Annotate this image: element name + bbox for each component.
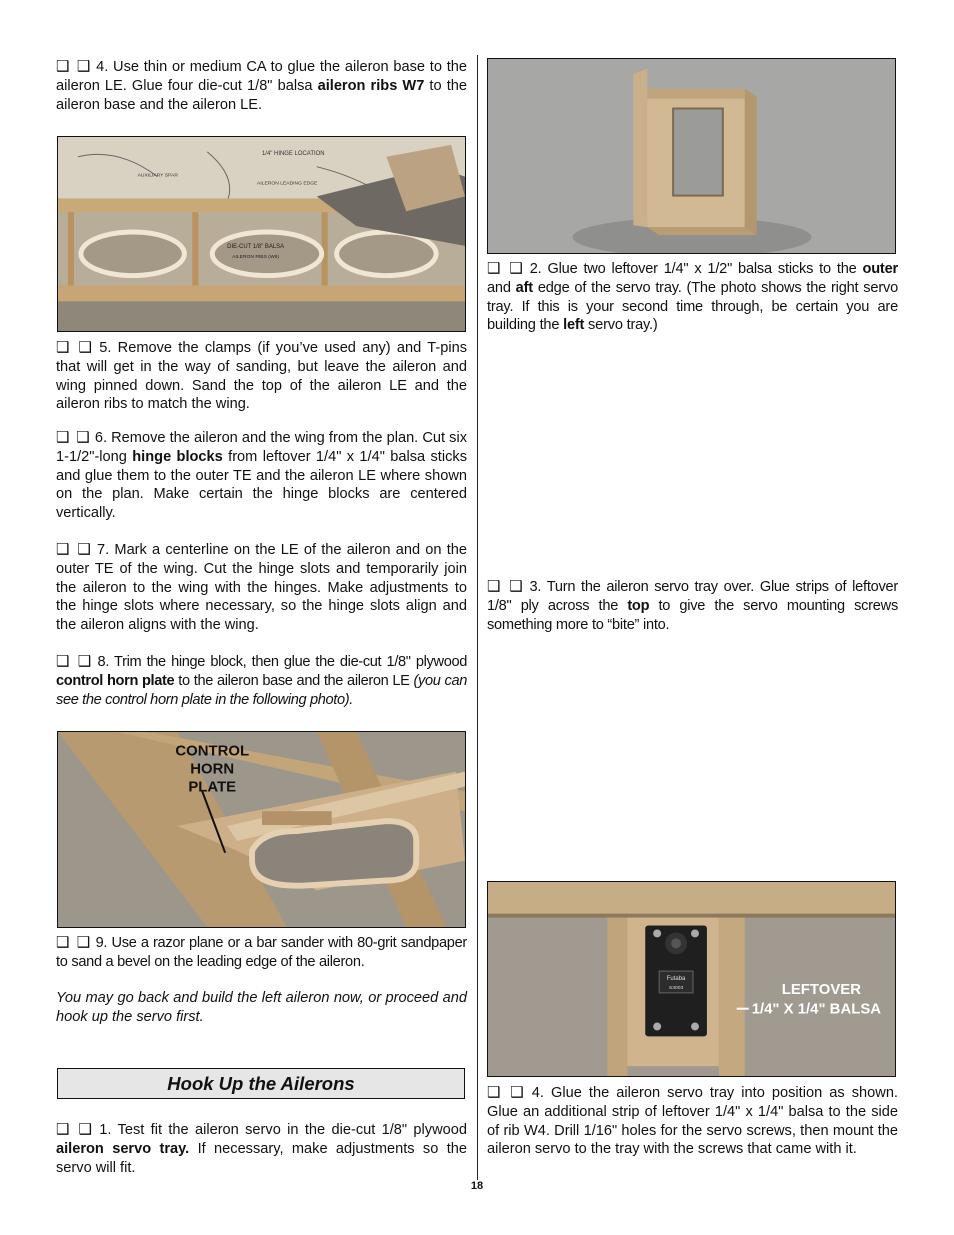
checkbox-icon[interactable]: ❑ ❑ <box>56 540 92 558</box>
step-8-paragraph: ❑ ❑ 8. Trim the hinge block, then glue the die-cut 1/8" plywood control horn plate to the aileron base and the aileron LE (you can see the control horn plate in the following photo). <box>56 652 468 708</box>
checkbox-icon[interactable]: ❑ ❑ <box>56 1120 93 1138</box>
checkbox-icon[interactable]: ❑ ❑ <box>487 259 524 277</box>
checkbox-icon[interactable]: ❑ ❑ <box>56 933 92 951</box>
section-heading: Hook Up the Ailerons <box>57 1068 465 1099</box>
step-9-paragraph: ❑ ❑ 9. Use a razor plane or a bar sander with 80-grit sandpaper to sand a bevel on the leading edge of the aileron. <box>56 933 467 970</box>
column-divider <box>477 55 478 1180</box>
photo-label: HORN <box>190 761 235 778</box>
photo-label: AILERON RIBS (W6) <box>232 254 280 260</box>
photo-label: AILERON LEADING EDGE <box>257 181 318 187</box>
control-horn-plate-photo <box>57 731 466 928</box>
servo-installed-photo <box>487 881 896 1077</box>
step-5-paragraph: ❑ ❑ 5. Remove the clamps (if you’ve used any) and T-pins that will get in the way of sanding, but leave the aileron and wing pinned down. Sand the top of the aileron LE and the aileron ribs to match the wing. <box>56 338 467 413</box>
checkbox-icon[interactable]: ❑ ❑ <box>56 428 91 446</box>
step-7-paragraph: ❑ ❑ 7. Mark a centerline on the LE of the aileron and on the outer TE of the wing. Cut the hinge slots and temporarily join the aileron to the wing with the hinges. Make adjustments to the hinge slots where necessary, so the hinge slots align and the aileron aligns with the wing. <box>56 540 467 634</box>
aileron-ribs-photo <box>57 136 466 332</box>
hookup-step-2-paragraph: ❑ ❑ 2. Glue two leftover 1/4" x 1/2" balsa sticks to the outer and aft edge of the servo tray. (The photo shows the right servo tray. If this is your second time through, be certain you are building the left servo tray.) <box>487 259 898 334</box>
checkbox-icon[interactable]: ❑ ❑ <box>56 652 93 670</box>
photo-label: AUXILIARY SPAR <box>137 173 178 179</box>
hookup-step-3-paragraph: ❑ ❑ 3. Turn the aileron servo tray over. Glue strips of leftover 1/8" ply across the top to give the servo mounting screws something more to “bite” into. <box>487 577 899 633</box>
photo-label: CONTROL <box>175 743 250 760</box>
italic-note: You may go back and build the left aileron now, or proceed and hook up the servo first. <box>56 990 467 1025</box>
checkbox-icon[interactable]: ❑ ❑ <box>56 338 93 356</box>
servo-brand: Futaba <box>666 976 686 982</box>
step-6-paragraph: ❑ ❑ 6. Remove the aileron and the wing from the plan. Cut six 1-1/2"-long hinge blocks from leftover 1/4" x 1/4" balsa sticks and glue them to the outer TE and the aileron LE where shown on the plan. Make certain the hinge blocks are centered vertically. <box>56 428 468 522</box>
servo-model: S3003 <box>668 985 684 991</box>
photo-label: LEFTOVER <box>781 981 862 998</box>
checkbox-icon[interactable]: ❑ ❑ <box>487 577 524 595</box>
hookup-step-1-paragraph: ❑ ❑ 1. Test fit the aileron servo in the die-cut 1/8" plywood aileron servo tray. If necessary, make adjustments so the servo will fit. <box>56 1120 467 1176</box>
checkbox-icon[interactable]: ❑ ❑ <box>56 57 92 75</box>
photo-label: DIE-CUT 1/8" BALSA <box>227 243 285 250</box>
servo-tray-photo <box>487 58 896 254</box>
checkbox-icon[interactable]: ❑ ❑ <box>487 1083 525 1101</box>
step-4-paragraph: ❑ ❑ 4. Use thin or medium CA to glue the aileron base to the aileron LE. Glue four die-cut 1/8" balsa aileron ribs W7 to the aileron base and the aileron LE. <box>56 57 467 113</box>
photo-label: 1/4" HINGE LOCATION <box>261 150 325 157</box>
hookup-step-4-paragraph: ❑ ❑ 4. Glue the aileron servo tray into position as shown. Glue an additional strip of leftover 1/4" x 1/4" balsa to the side of rib W4. Drill 1/16" holes for the servo screws, then mount the aileron servo to the tray with the screws that came with it. <box>487 1083 898 1158</box>
page-number: 18 <box>470 1180 484 1192</box>
photo-label: 1/4" X 1/4" BALSA <box>751 1001 882 1018</box>
photo-label: PLATE <box>188 779 237 796</box>
